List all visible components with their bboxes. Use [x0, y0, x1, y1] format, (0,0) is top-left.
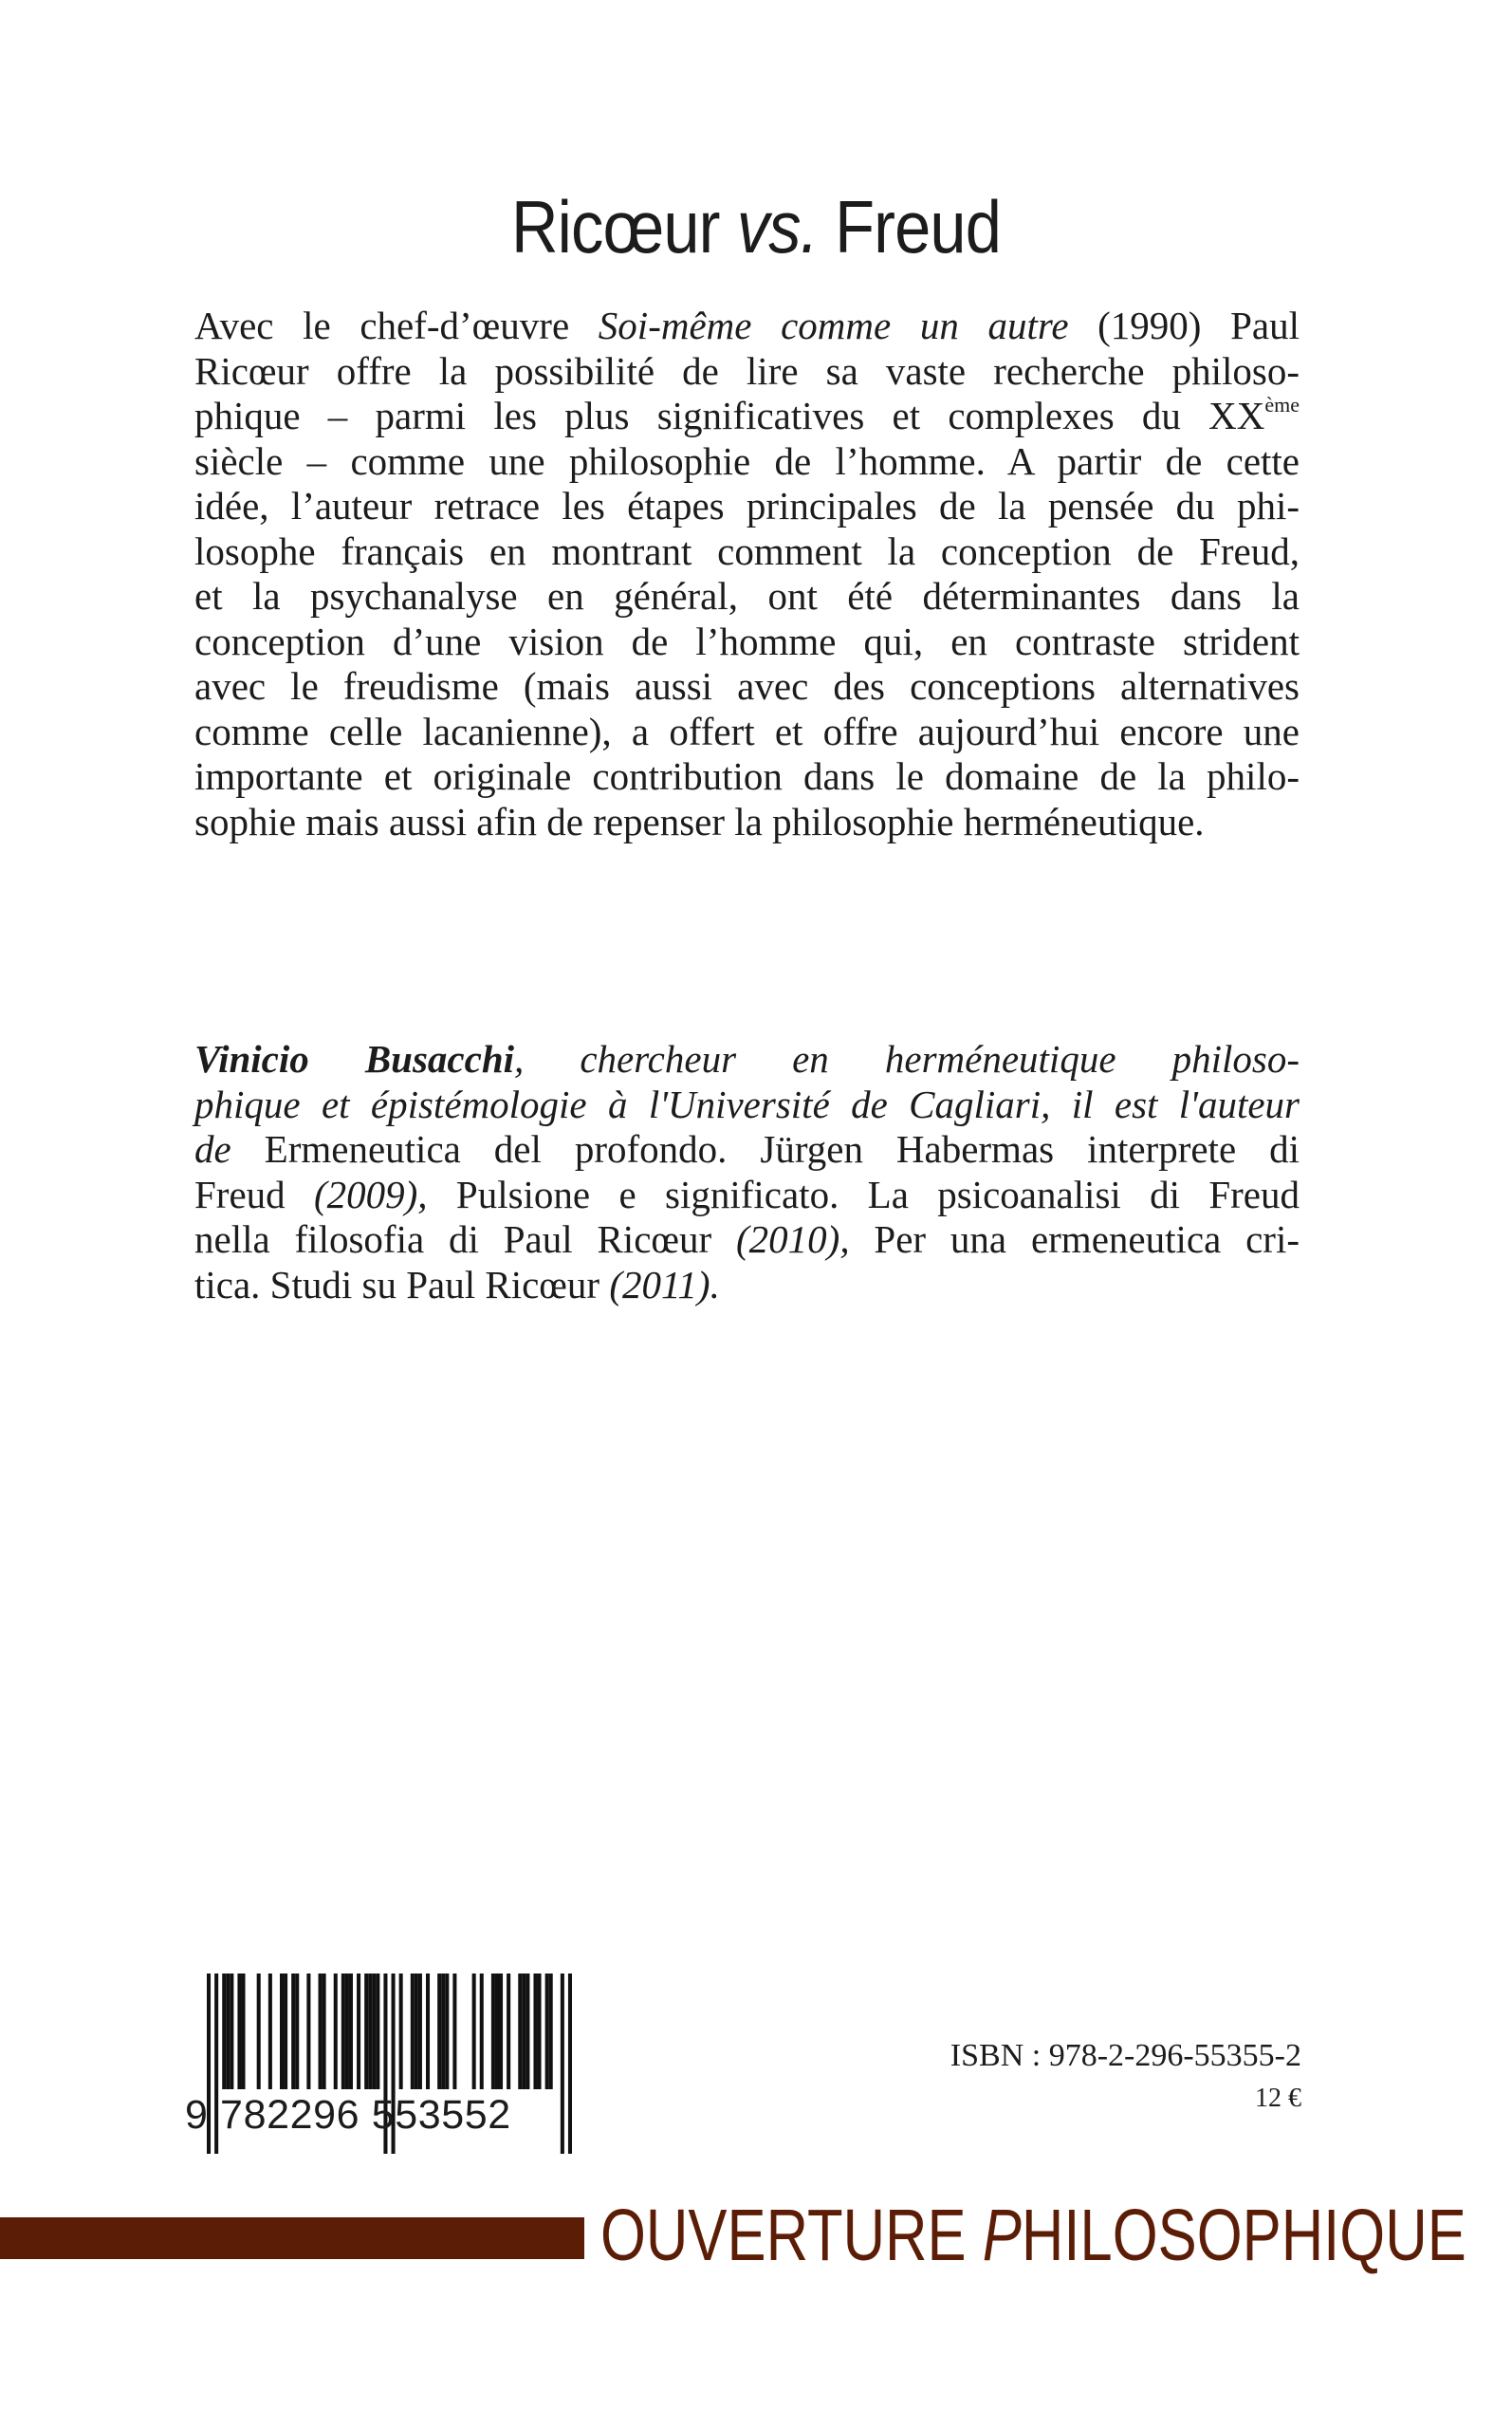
bio-line: phique et épistémologie à l'Université de Cagliari, il est l'auteur	[194, 1082, 1300, 1126]
collection-name	[600, 2195, 1466, 2276]
barcode-bar	[241, 1974, 245, 2089]
bio-line	[194, 1127, 1300, 1173]
barcode-bar	[372, 1974, 376, 2089]
barcode-bar	[533, 1974, 537, 2089]
bio-year: (2009),	[314, 1172, 428, 1216]
bio-text: , chercheur en herméneutique philoso-	[514, 1037, 1300, 1081]
bio-book-title: Freud	[194, 1172, 314, 1216]
summary-line: avec le freudisme (mais aussi avec des conceptions alternatives	[194, 664, 1300, 708]
summary-line: et la psychanalyse en général, ont été déterminantes dans la	[194, 574, 1300, 618]
barcode-digits: 9 782296 553552	[185, 2092, 511, 2138]
summary-line: conception d’une vision de l’homme qui, en contraste strident	[194, 619, 1300, 663]
bio-line	[194, 1217, 1300, 1263]
summary-line: importante et originale contribution dans le domaine de la philo-	[194, 754, 1300, 798]
bio-book-title: Pulsione e significato. La psicoanalisi di Freud	[427, 1172, 1300, 1216]
barcode-bar	[230, 1974, 233, 2089]
summary-line: losophe français en montrant comment la conception de Freud,	[194, 528, 1300, 573]
barcode-bar	[526, 1974, 529, 2089]
bio-year: (2011).	[609, 1262, 720, 1306]
barcode-bar	[399, 1974, 403, 2089]
collection-bar	[0, 2217, 584, 2259]
barcode-bar	[306, 1974, 310, 2089]
collection-word-ouverture: OUVERTURE	[600, 2195, 983, 2276]
barcode-bar	[368, 1974, 372, 2089]
summary-line: sophie mais aussi afin de repenser la philosophie herméneutique.	[194, 799, 1205, 843]
barcode-bar	[364, 1974, 368, 2089]
barcode-bar	[319, 1974, 323, 2089]
barcode-bar	[445, 1974, 449, 2089]
barcode-bar	[411, 1974, 415, 2089]
barcode-bar	[268, 1974, 272, 2089]
barcode-bar	[495, 1974, 499, 2089]
barcode-bar	[357, 1974, 360, 2089]
bio-book-title: Ermeneutica del profondo. Jürgen Habermas interprete di	[264, 1127, 1300, 1171]
barcode-bar	[295, 1974, 299, 2089]
barcode-bar	[538, 1974, 542, 2089]
barcode-bar	[341, 1974, 345, 2089]
barcode-bar	[491, 1974, 495, 2089]
barcode-bar	[222, 1974, 226, 2089]
summary-line	[194, 394, 1300, 439]
summary-line	[194, 304, 1300, 349]
book-title	[91, 185, 1422, 269]
barcode-bar	[284, 1974, 287, 2089]
summary-line: comme celle lacanienne), a offert et offre aujourd’hui encore une	[194, 709, 1300, 753]
title-name-freud: Freud	[817, 185, 1002, 269]
barcode-bar	[522, 1974, 526, 2089]
bio-book-title: nella filosofia di Paul Ricœur	[194, 1217, 737, 1261]
title-name-ricoeur: Ricœur	[510, 185, 737, 269]
barcode-bar	[257, 1974, 261, 2089]
bio-text: de	[194, 1127, 265, 1171]
barcode-bar	[418, 1974, 422, 2089]
barcode-bar	[437, 1974, 441, 2089]
author-bio	[194, 1037, 1300, 1307]
barcode-bar	[518, 1974, 522, 2089]
barcode-bar	[334, 1974, 338, 2089]
summary-line: Ricœur offre la possibilité de lire sa vaste recherche philoso-	[194, 348, 1300, 393]
author-name: Vinicio Busacchi	[194, 1037, 515, 1081]
bio-line	[194, 1173, 1300, 1218]
summary-text: phique – parmi les plus significatives et complexes du XX	[194, 394, 1265, 437]
barcode-bar	[545, 1974, 549, 2089]
barcode-bar	[349, 1974, 353, 2089]
summary-line: siècle – comme une philosophie de l’homme. A partir de cette	[194, 438, 1300, 483]
barcode-bar	[499, 1974, 503, 2089]
barcode-bar	[280, 1974, 284, 2089]
barcode-bar	[507, 1974, 510, 2089]
bio-year: (2010),	[736, 1217, 850, 1261]
collection-initial: P	[982, 2195, 1022, 2276]
collection-word-rest: HILOSOPHIQUE	[1021, 2195, 1466, 2276]
bio-line	[194, 1263, 1300, 1308]
barcode-bar	[549, 1974, 553, 2089]
barcode-bar	[345, 1974, 349, 2089]
bio-book-title: tica. Studi su Paul Ricœur	[194, 1262, 610, 1306]
century-superscript: ème	[1264, 393, 1300, 417]
barcode-bar	[226, 1974, 230, 2089]
barcode-bar	[472, 1974, 476, 2089]
barcode-bar	[452, 1974, 456, 2089]
barcode-bar	[376, 1974, 379, 2089]
summary-line: idée, l’auteur retrace les étapes principales de la pensée du phi-	[194, 484, 1300, 528]
barcode-bar	[441, 1974, 445, 2089]
bio-book-title: Per una ermeneutica cri-	[849, 1217, 1300, 1261]
isbn: ISBN : 978-2-296-55355-2	[950, 2038, 1301, 2073]
barcode-bar	[415, 1974, 418, 2089]
barcode-bar	[237, 1974, 241, 2089]
summary-text: Avec le chef-d’œuvre	[194, 304, 599, 347]
title-vs: vs.	[736, 185, 818, 269]
price: 12 €	[1255, 2084, 1301, 2113]
barcode-bar	[291, 1974, 295, 2089]
bio-line	[194, 1037, 1300, 1083]
summary-text: (1990) Paul	[1068, 304, 1300, 347]
book-summary	[194, 304, 1300, 844]
summary-cited-title: Soi-même comme un autre	[598, 304, 1069, 347]
barcode-bar	[323, 1974, 326, 2089]
barcode-bar	[480, 1974, 484, 2089]
barcode-bar	[426, 1974, 430, 2089]
